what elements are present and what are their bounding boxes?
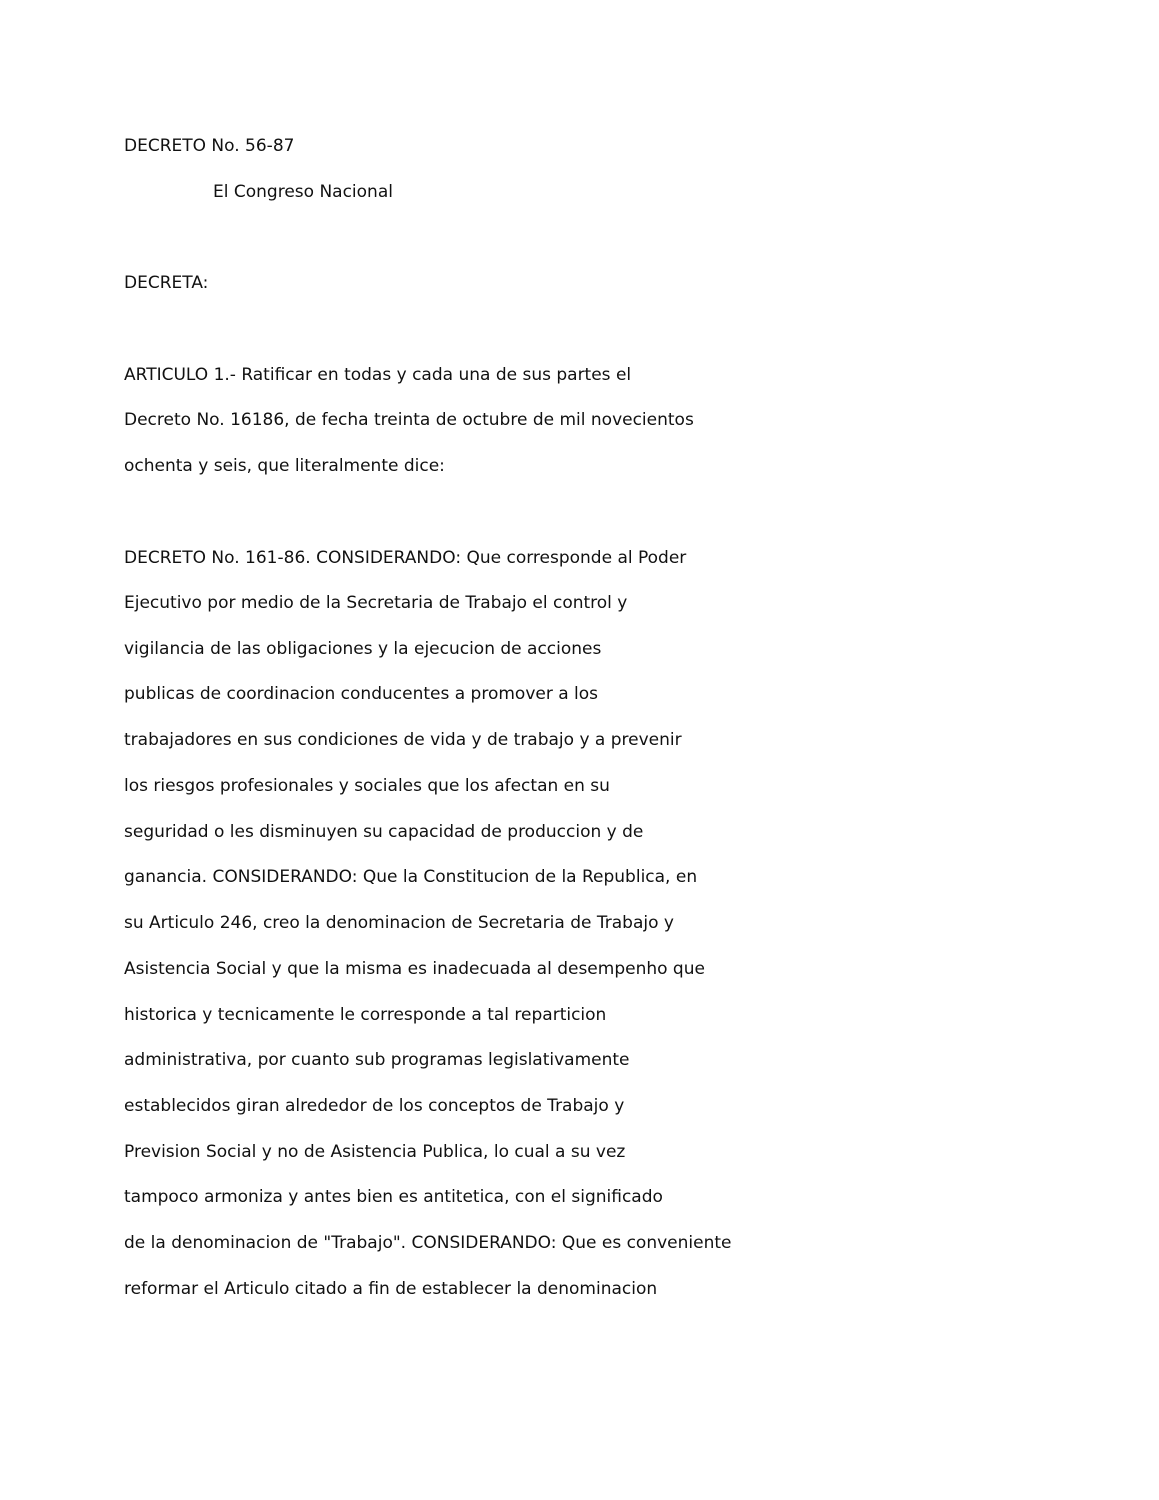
article-1-line: ochenta y seis, que literalmente dice: — [124, 456, 445, 476]
body-line: establecidos giran alrededor de los conceptos de Trabajo y — [124, 1096, 625, 1116]
body-line: DECRETO No. 161-86. CONSIDERANDO: Que corresponde al Poder — [124, 548, 687, 568]
issuer-line: El Congreso Nacional — [213, 182, 393, 202]
body-line: publicas de coordinacion conducentes a promover a los — [124, 684, 599, 704]
body-line: de la denominacion de "Trabajo". CONSIDERANDO: Que es conveniente — [124, 1233, 732, 1253]
body-line: los riesgos profesionales y sociales que los afectan en su — [124, 776, 610, 796]
body-line: Ejecutivo por medio de la Secretaria de Trabajo el control y — [124, 593, 628, 613]
body-line: su Articulo 246, creo la denominacion de Secretaria de Trabajo y — [124, 913, 674, 933]
body-line: tampoco armoniza y antes bien es antitetica, con el significado — [124, 1187, 663, 1207]
body-line: administrativa, por cuanto sub programas legislativamente — [124, 1050, 630, 1070]
body-line: reformar el Articulo citado a fin de establecer la denominacion — [124, 1279, 658, 1299]
article-1-line: Decreto No. 16186, de fecha treinta de octubre de mil novecientos — [124, 410, 694, 430]
body-line: Asistencia Social y que la misma es inadecuada al desempenho que — [124, 959, 705, 979]
decreta-heading: DECRETA: — [124, 273, 209, 293]
body-line: ganancia. CONSIDERANDO: Que la Constitucion de la Republica, en — [124, 867, 698, 887]
body-line: Prevision Social y no de Asistencia Publica, lo cual a su vez — [124, 1142, 626, 1162]
body-line: seguridad o les disminuyen su capacidad de produccion y de — [124, 822, 644, 842]
decree-title: DECRETO No. 56-87 — [124, 136, 295, 156]
body-line: historica y tecnicamente le corresponde a tal reparticion — [124, 1005, 607, 1025]
article-1-line: ARTICULO 1.- Ratificar en todas y cada una de sus partes el — [124, 365, 632, 385]
body-line: trabajadores en sus condiciones de vida y de trabajo y a prevenir — [124, 730, 682, 750]
body-line: vigilancia de las obligaciones y la ejecucion de acciones — [124, 639, 602, 659]
